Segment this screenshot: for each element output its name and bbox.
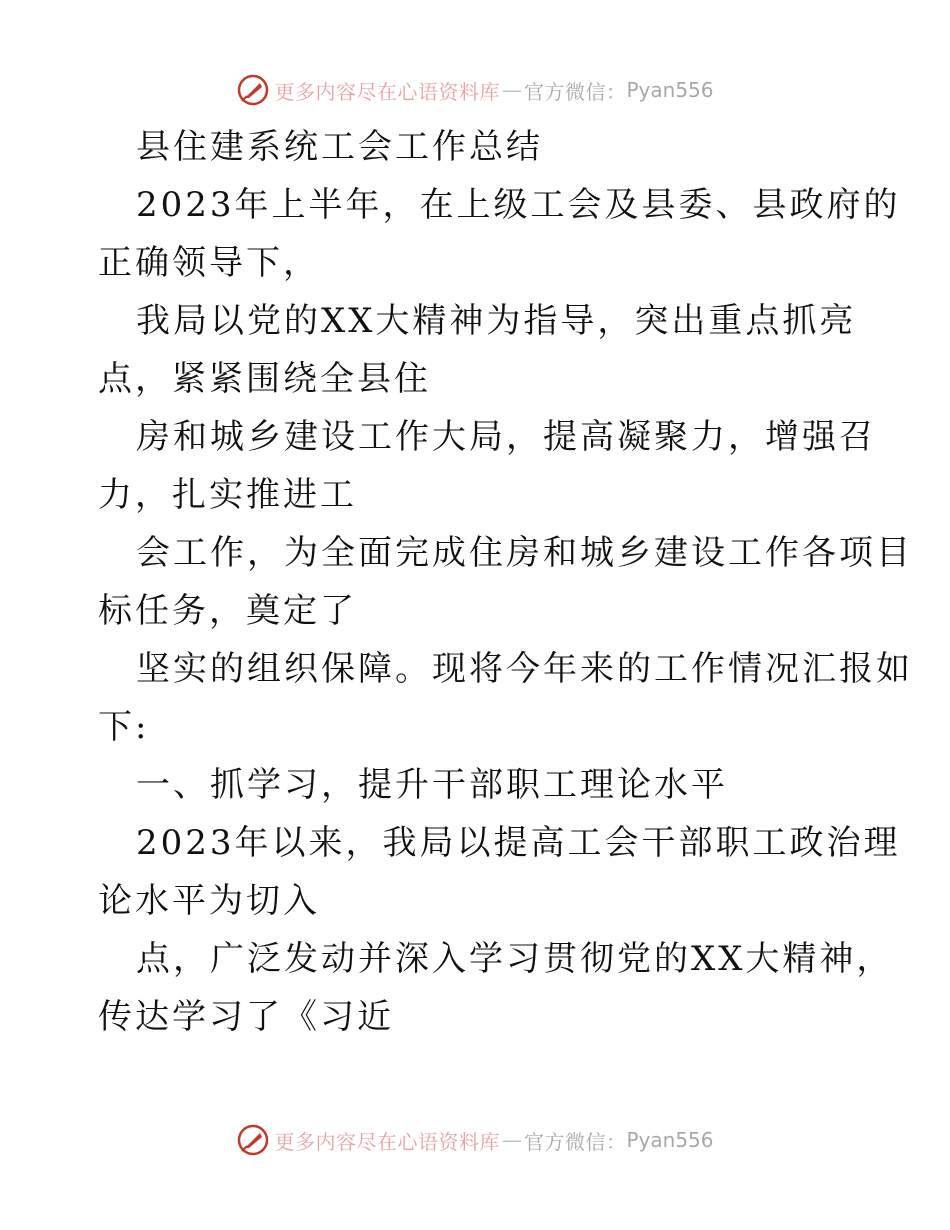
document-line: 一、抓学习，提升干部职工理论水平 bbox=[136, 765, 728, 805]
document-line: 我局以党的XX大精神为指导，突出重点抓亮 bbox=[136, 301, 857, 341]
watermark-tail-text: 官方微信： bbox=[523, 79, 627, 104]
watermark-banner-bottom bbox=[0, 1120, 950, 1160]
document-line: 会工作，为全面完成住房和城乡建设工作各项目 bbox=[136, 533, 913, 573]
watermark-main-text: 更多内容尽在心语资料库 bbox=[274, 1129, 500, 1154]
watermark-tail-text: 官方微信： bbox=[523, 1129, 627, 1154]
quill-logo-icon bbox=[236, 1123, 270, 1157]
document-line: 传达学习了《习近 bbox=[98, 997, 394, 1037]
watermark-separator: — bbox=[501, 78, 522, 102]
document-line: 点，紧紧围绕全县住 bbox=[98, 359, 431, 399]
document-line: 2023年上半年，在上级工会及县委、县政府的 bbox=[136, 185, 901, 225]
document-line: 2023年以来，我局以提高工会干部职工政治理 bbox=[136, 823, 901, 863]
watermark-main-text: 更多内容尽在心语资料库 bbox=[274, 79, 500, 104]
watermark-wechat-id: Pyan556 bbox=[626, 78, 714, 102]
document-line: 下: bbox=[98, 707, 150, 747]
document-line: 坚实的组织保障。现将今年来的工作情况汇报如 bbox=[136, 649, 913, 689]
document-line: 点，广泛发动并深入学习贯彻党的XX大精神， bbox=[136, 939, 894, 979]
document-body bbox=[98, 118, 913, 1046]
watermark-banner-top bbox=[0, 70, 950, 110]
watermark-wechat-id: Pyan556 bbox=[626, 1128, 714, 1152]
document-line: 力，扎实推进工 bbox=[98, 475, 357, 515]
document-line: 标任务，奠定了 bbox=[98, 591, 357, 631]
document-line: 房和城乡建设工作大局，提高凝聚力，增强召 bbox=[136, 417, 876, 457]
document-line: 论水平为切入 bbox=[98, 881, 320, 921]
quill-logo-icon bbox=[236, 73, 270, 107]
watermark-separator: — bbox=[501, 1128, 522, 1152]
document-line: 正确领导下， bbox=[98, 243, 320, 283]
document-line: 县住建系统工会工作总结 bbox=[136, 127, 543, 167]
